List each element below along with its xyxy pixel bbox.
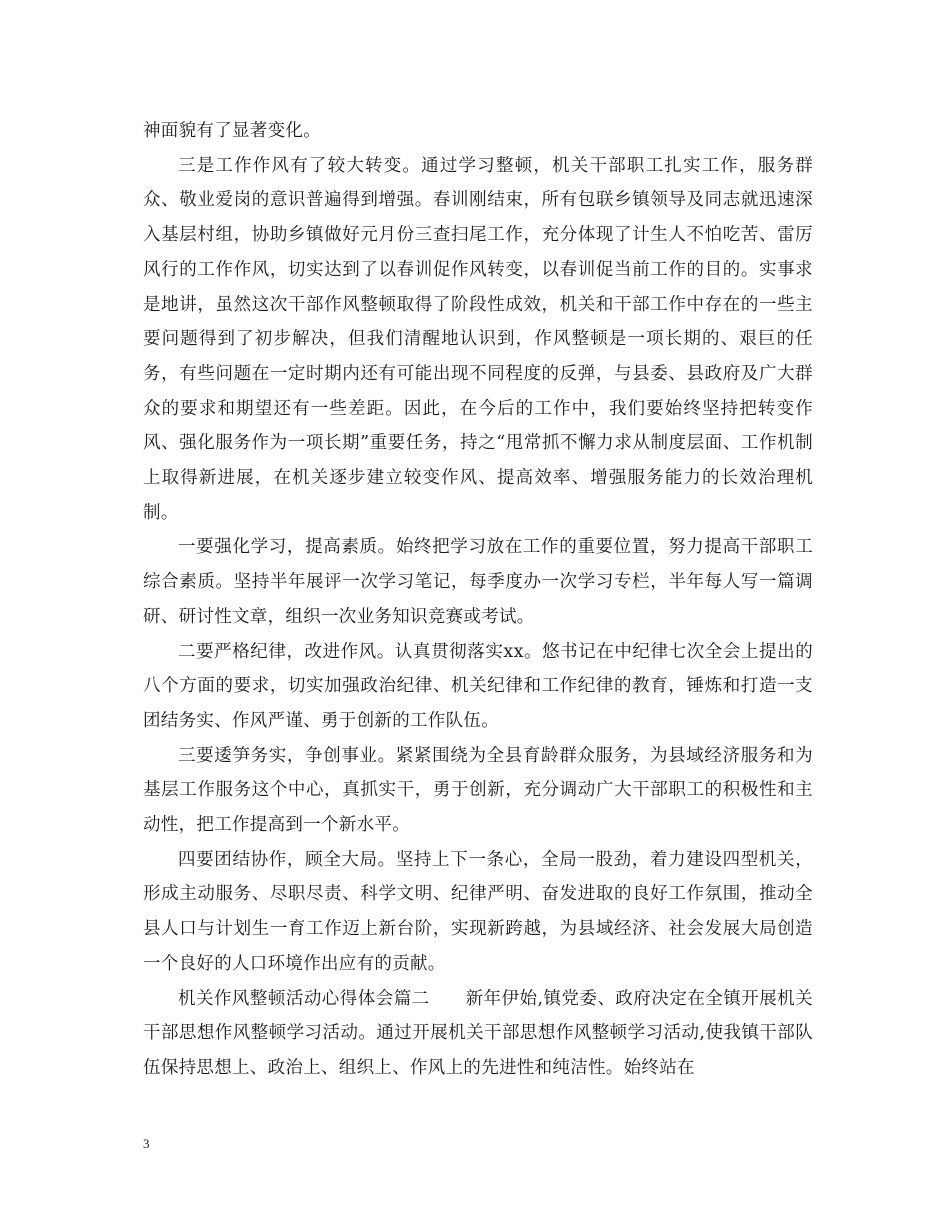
paragraph-strengthen-study: 一要强化学习，提高素质。始终把学习放在工作的重要位置，努力提高干部职工综合素质。坚持半年展评一次学习笔记，每季度办一次学习专栏，半年每人写一篇调研、研讨性文章，组织一次业务知识竞赛或考试。 <box>143 537 813 627</box>
paragraph-pragmatic-work: 三要逶笋务实，争创事业。紧紧围绕为全县育龄群众服务，为县域经济服务和为基层工作服务这个中心，真抓实干，勇于创新，充分调动广大干部职工的积极性和主动性，把工作提高到一个新水平。 <box>143 745 813 836</box>
paragraph-article-two: 机关作风整顿活动心得体会篇二 新年伊始,镇党委、政府决定在全镇开展机关干部思想作风整顿学习活动。通过开展机关干部思想作风整顿学习活动,使我镇干部队伍保持思想上、政治上、组织上、作风上的先进性和纯洁性。始终站在 <box>143 988 813 1078</box>
paragraph-strict-discipline: 二要严格纪律，改进作风。认真贯彻落实xx。悠书记在中纪律七次全会上提出的八个方面的要求，切实加强政治纪律、机关纪律和工作纪律的教育，锤炼和打造一支团结务实、作风严谨、勇于创新的工作队伍。 <box>143 641 813 731</box>
paragraph-unity-cooperation: 四要团结协作，顾全大局。坚持上下一条心，全局一股劲，着力建设四型机关，形成主动服务、尽职尽责、科学文明、纪律严明、奋发进取的良好工作氛围，推动全县人口与计划生一育工作迈上新台阶，实现新跨越，为县域经济、社会发展大局创造一个良好的人口环境作出应有的贡献。 <box>143 849 813 974</box>
paragraph-work-style-change: 三是工作作风有了较大转变。通过学习整顿，机关干部职工扎实工作，服务群众、敬业爱岗的意识普遍得到增强。春训刚结束，所有包联乡镇领导及同志就迅速深入基层村组，协助乡镇做好元月份三查扫尾工作，充分体现了计生人不怕吃苦、雷厉风行的工作作风，切实达到了以春训促作风转变，以春训促当前工作的目的。实事求是地讲，虽然这次干部作风整顿取得了阶段性成效，机关和干部工作中存在的一些主要问题得到了初步解决，但我们清醒地认识到，作风整顿是一项长期的、艰巨的任务，有些问题在一定时期内还有可能出现不同程度的反弹，与县委、县政府及广大群众的要求和期望还有一些差距。因此，在今后的工作中，我们要始终坚持把转变作风、强化服务作为一项长期”重要任务，持之“甩常抓不懈力求从制度层面、工作机制上取得新进展，在机关逐步建立较变作风、提高效率、增强服务能力的长效治理机制。 <box>143 155 813 523</box>
page-number: 3 <box>143 1136 150 1151</box>
page-body <box>143 114 813 1086</box>
paragraph-continuation: 神面貌有了显著变化。 <box>143 121 321 141</box>
